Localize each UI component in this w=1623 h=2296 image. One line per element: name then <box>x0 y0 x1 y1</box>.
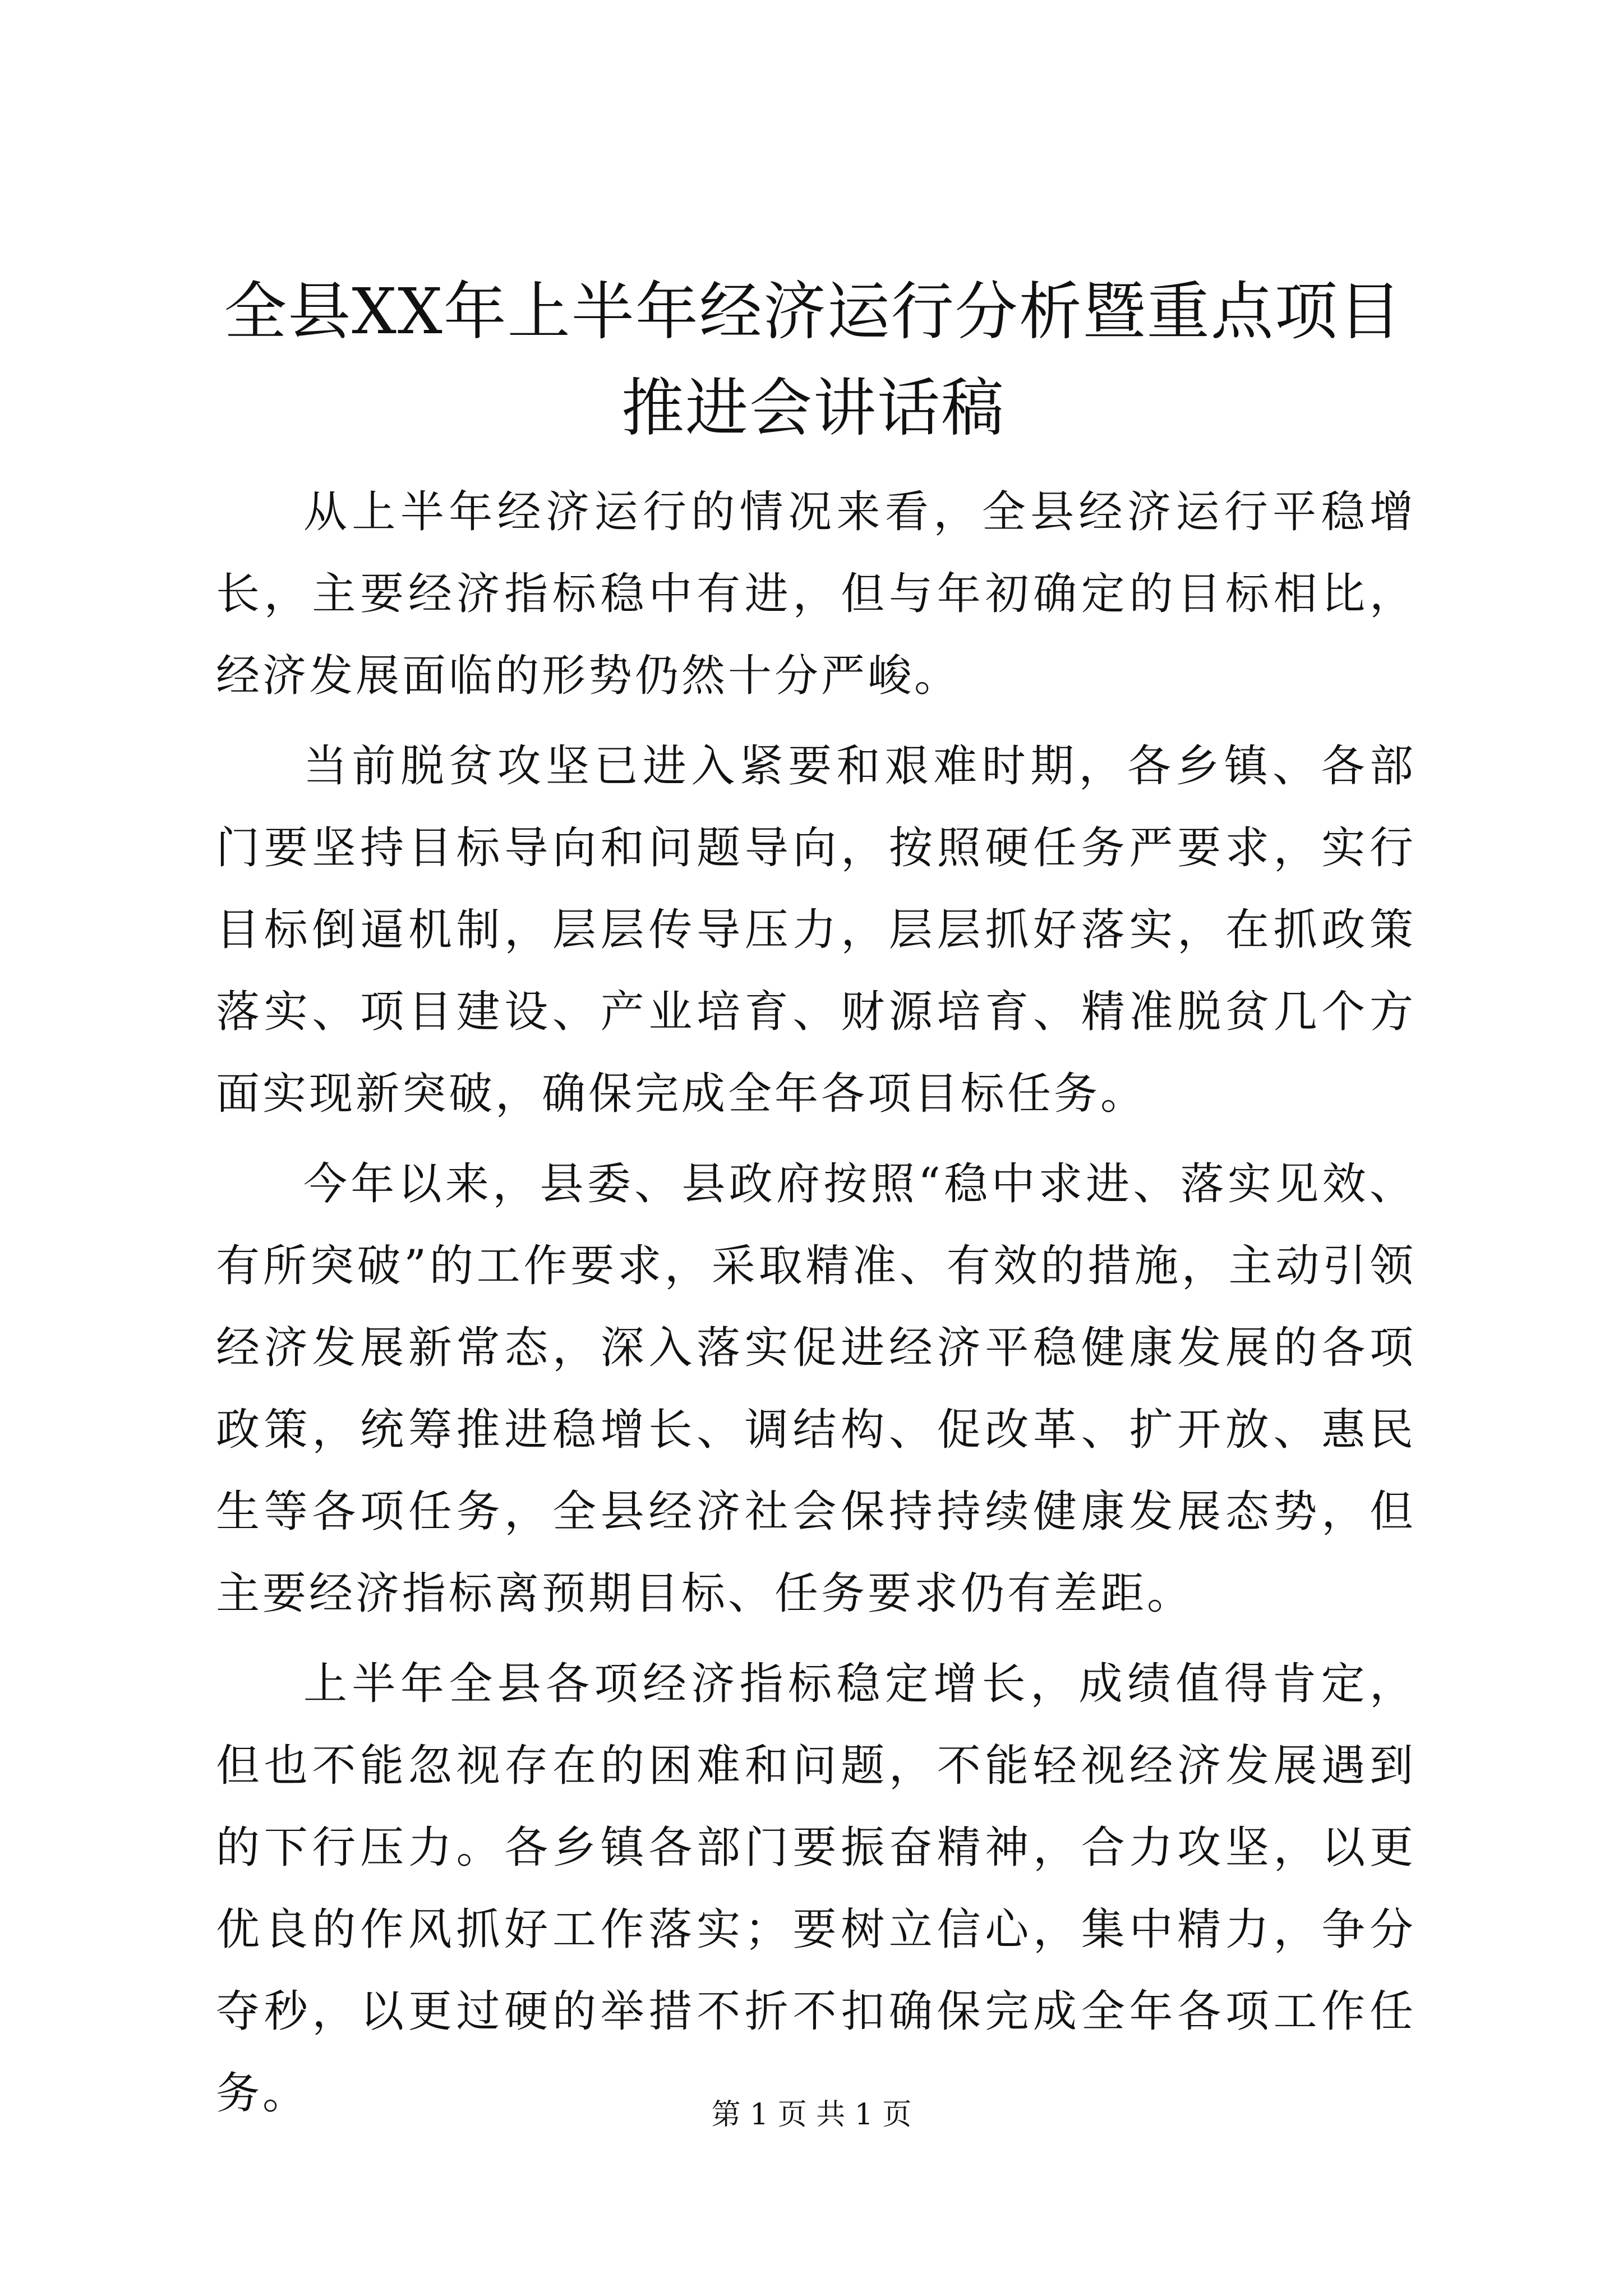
paragraph-2: 当前脱贫攻坚已进入紧要和艰难时期，各乡镇、各部门要坚持目标导向和问题导向，按照硬任务严要求，实行目标倒逼机制，层层传导压力，层层抓好落实，在抓政策落实、项目建设、产业培育、财源培育、精准脱贫几个方面实现新突破，确保完成全年各项目标任务。 <box>216 741 1416 1119</box>
paragraph-3: 今年以来，县委、县政府按照“稳中求进、落实见效、有所突破”的工作要求，采取精准、有效的措施，主动引领经济发展新常态，深入落实促进经济平稳健康发展的各项政策，统筹推进稳增长、调结构、促改革、扩开放、惠民生等各项任务，全县经济社会保持持续健康发展态势，但主要经济指标离预期目标、任务要求仍有差距。 <box>216 1159 1416 1619</box>
paragraph-4: 上半年全县各项经济指标稳定增长，成绩值得肯定，但也不能忽视存在的困难和问题，不能轻视经济发展遇到的下行压力。各乡镇各部门要振奋精神，合力攻坚，以更优良的作风抓好工作落实；要树立信心，集中精力，争分夺秒，以更过硬的举措不折不扣确保完成全年各项工作任务。 <box>216 1659 1416 2119</box>
document-body <box>216 471 1416 2143</box>
document-title: 全县XX年上半年经济运行分析暨重点项目推进会讲话稿 <box>224 275 1403 445</box>
paragraph-1: 从上半年经济运行的情况来看，全县经济运行平稳增长，主要经济指标稳中有进，但与年初确定的目标相比，经济发展面临的形势仍然十分严峻。 <box>216 487 1416 701</box>
page-number-footer: 第 1 页 共 1 页 <box>711 2098 912 2132</box>
